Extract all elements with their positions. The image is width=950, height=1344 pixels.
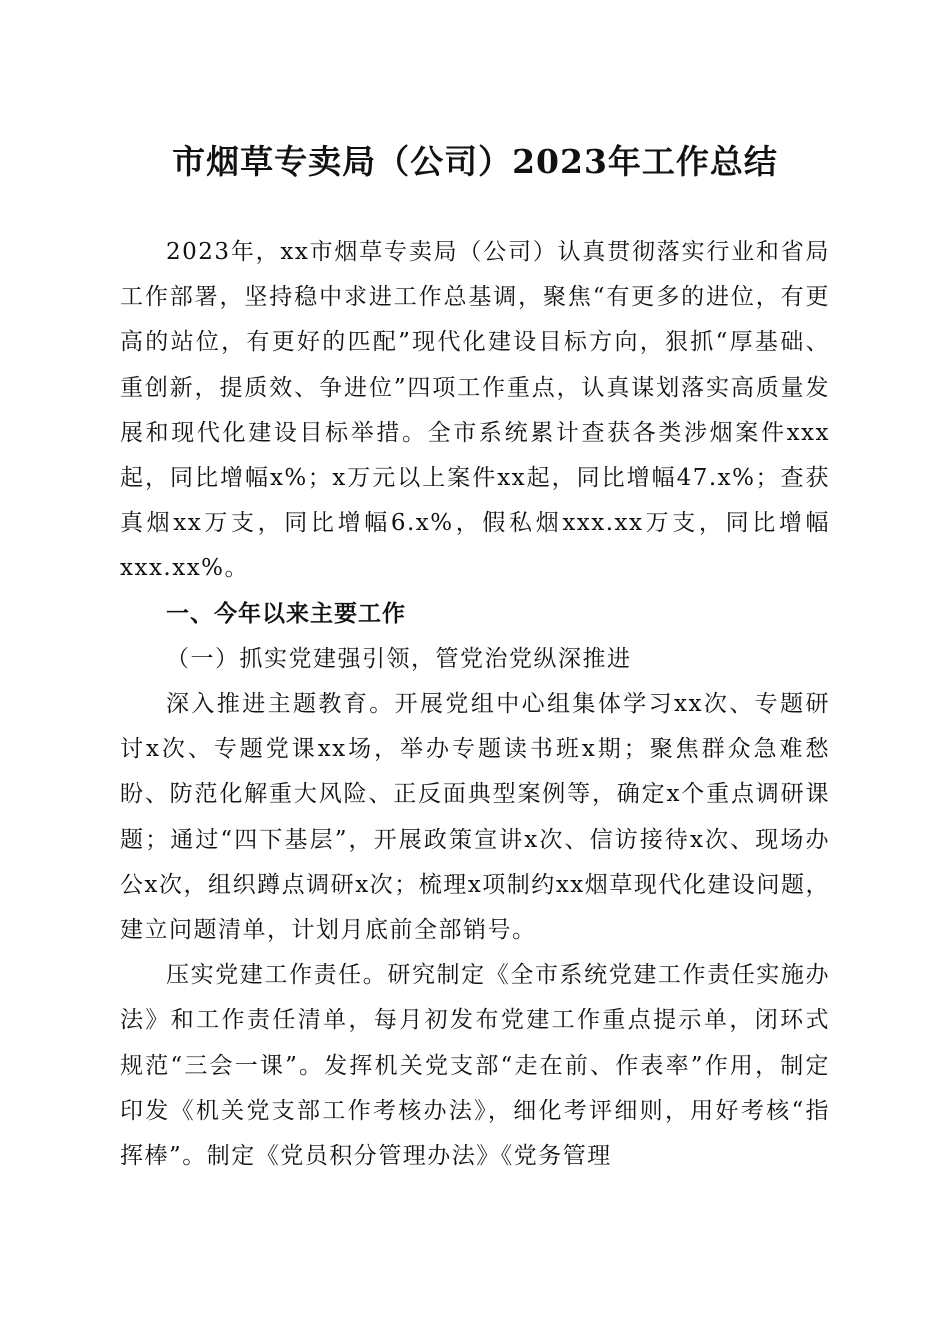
theme-education-paragraph: 深入推进主题教育。开展党组中心组集体学习xx次、专题研讨x次、专题党课xx场，举办专题读书班x期；聚焦群众急难愁盼、防范化解重大风险、正反面典型案例等，确定x个重点调研课题；通过“四下基层”，开展政策宣讲x次、信访接待x次、现场办公x次，组织蹲点调研x次；梳理x项制约xx烟草现代化建设问题，建立问题清单，计划月底前全部销号。	[120, 691, 830, 944]
subsection-heading: （一）抓实党建强引领，管党治党纵深推进	[166, 645, 632, 672]
intro-paragraph: 2023年，xx市烟草专卖局（公司）认真贯彻落实行业和省局工作部署，坚持稳中求进工作总基调，聚焦“有更多的进位，有更高的站位，有更好的匹配”现代化建设目标方向，狠抓“厚基础、重创新，提质效、争进位”四项工作重点，认真谋划落实高质量发展和现代化建设目标举措。全市系统累计查获各类涉烟案件xxx起，同比增幅x%；x万元以上案件xx起，同比增幅47.x%；查获真烟xx万支，同比增幅6.x%，假私烟xxx.xx万支，同比增幅xxx.xx%。	[120, 239, 830, 582]
section-heading: 一、今年以来主要工作	[166, 600, 406, 627]
document-title: 市烟草专卖局（公司）2023年工作总结	[172, 142, 778, 181]
document-body	[120, 230, 830, 1179]
party-responsibility-paragraph: 压实党建工作责任。研究制定《全市系统党建工作责任实施办法》和工作责任清单，每月初发布党建工作重点提示单，闭环式规范“三会一课”。发挥机关党支部“走在前、作表率”作用，制定印发《机关党支部工作考核办法》，细化考评细则，用好考核“指挥棒”。制定《党员积分管理办法》《党务管理	[120, 962, 830, 1170]
